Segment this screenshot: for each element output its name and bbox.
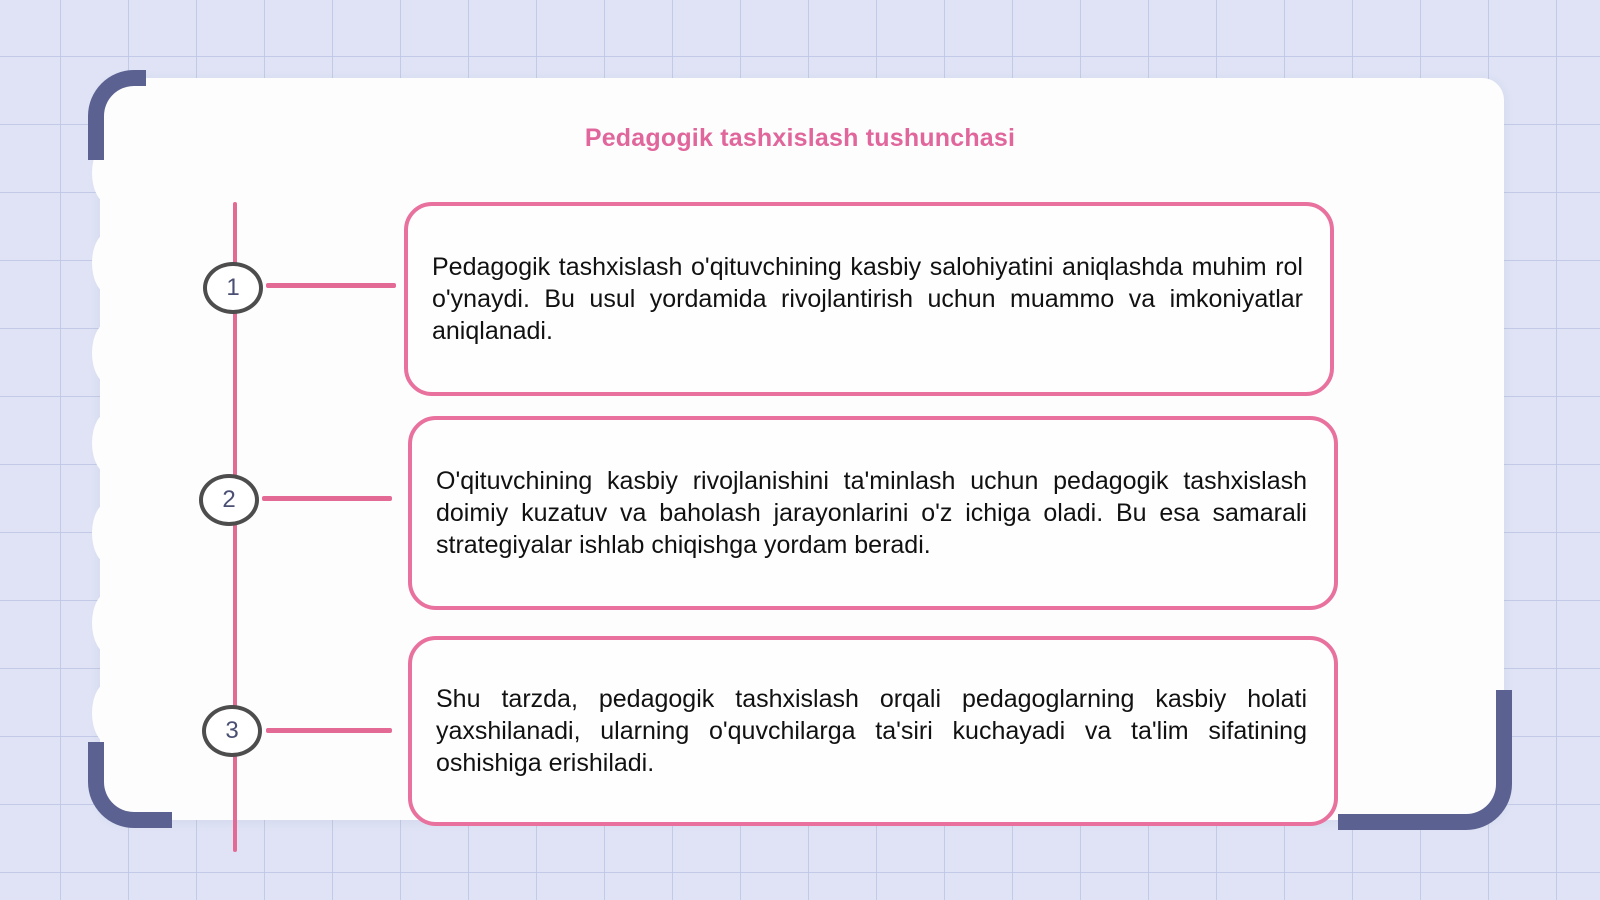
timeline-card-2 [408, 416, 1338, 610]
timeline-connector-2 [262, 496, 392, 501]
timeline-node-1 [203, 262, 263, 314]
timeline-connector-3 [266, 728, 392, 733]
timeline-node-number: 3 [225, 717, 239, 744]
slide-title: Pedagogik tashxislash tushunchasi [584, 124, 1016, 152]
frame-corner-bottom-right [1338, 690, 1512, 830]
paper-scallop [92, 682, 126, 744]
timeline-node-number: 2 [222, 486, 236, 513]
timeline-connector-1 [266, 283, 396, 288]
frame-corner-bottom-left [88, 742, 172, 828]
paper-scallop [92, 412, 126, 474]
timeline-card-3 [408, 636, 1338, 826]
timeline-card-text: Shu tarzda, pedagogik tashxislash orqali pedagoglarning kasbiy holati yaxshilanadi, ularning o'quvchilarga ta'siri kuchayadi va ta'lim sifatining oshishiga erishiladi. [436, 685, 1307, 777]
paper-scallop [92, 232, 126, 294]
paper-scallop [92, 502, 126, 564]
timeline-card-text: O'qituvchining kasbiy rivojlanishini ta'minlash uchun pedagogik tashxislash doimiy kuzatuv va baholash jarayonlarini o'z ichiga oladi. Bu esa samarali strategiyalar ishlab chiqishga yordam beradi. [436, 467, 1307, 559]
timeline-node-2 [199, 474, 259, 526]
paper-scallop [92, 592, 126, 654]
paper-scallop [92, 322, 126, 384]
timeline-node-3 [202, 705, 262, 757]
timeline-node-number: 1 [226, 274, 240, 301]
timeline-card-text: Pedagogik tashxislash o'qituvchining kasbiy salohiyatini aniqlashda muhim rol o'ynaydi. Bu usul yordamida rivojlantirish uchun muammo va imkoniyatlar aniqlanadi. [432, 253, 1303, 345]
timeline-card-1 [404, 202, 1334, 396]
